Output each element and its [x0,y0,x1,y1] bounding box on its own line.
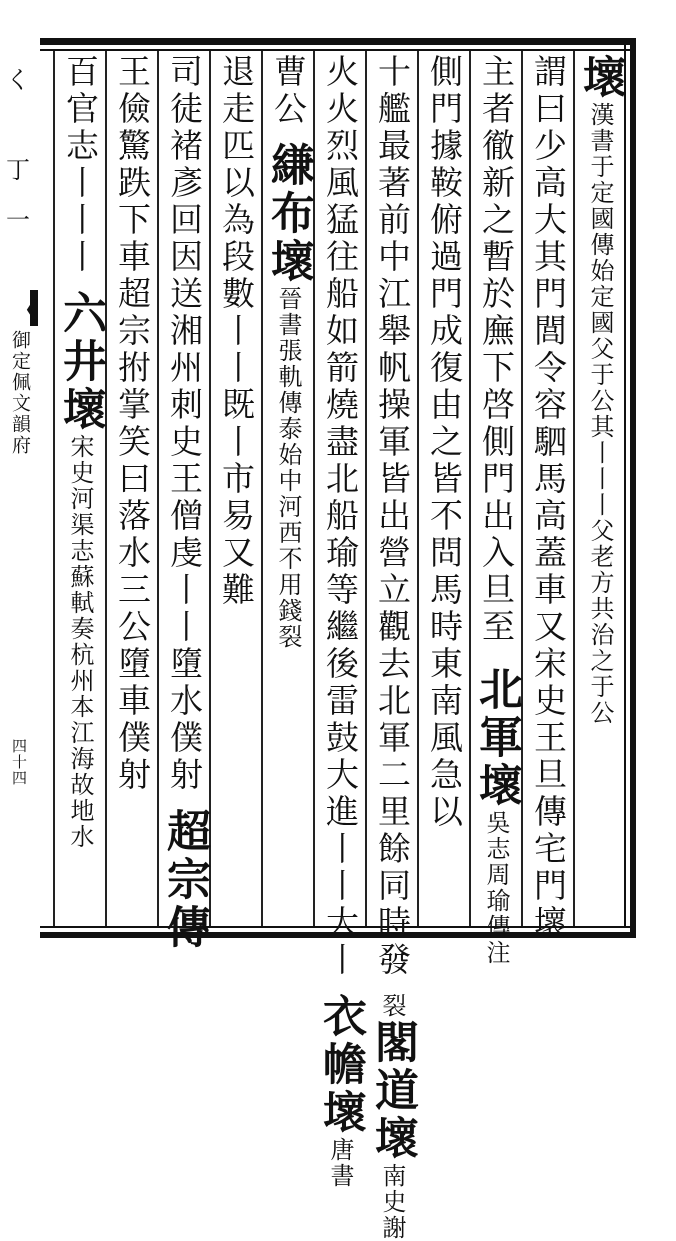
text-column-7 [264,54,312,924]
cut-glyph: 一 [6,206,30,234]
headword: 縑布壞 [263,142,314,286]
book-title: 御定佩文韻府 [9,330,31,456]
fishtail-chevron-icon: ❮ [24,296,41,320]
spine-cut-text [0,48,38,288]
column-separator [157,51,159,926]
text-run: 退走匹以為段數丨丨既丨市易又難 [217,54,256,609]
column-separator [53,51,55,926]
page-number: 四十四 [10,738,28,786]
text-column-5 [367,54,418,1241]
text-run: 百官志丨丨丨 [61,54,100,276]
headword: 六井壞 [55,290,106,434]
text-run: 謂曰少高大其門閭令容駟馬高蓋車又宋史王旦傳宅門壞 [529,54,568,942]
text-run: 十艦最著前中江舉帆操軍皆出營立觀去北軍二里餘同時發 [373,54,412,979]
headword: 衣幨壞 [315,993,366,1137]
text-column-6 [315,54,366,1189]
text-column-2 [524,54,572,942]
text-column-8 [212,54,260,924]
text-run: 司徒褚彥回因送湘州刺史王僧虔丨丨墮水僕射 [165,54,204,794]
cut-glyph: 丁 [6,156,30,184]
column-separator [209,51,211,926]
annotation: 晉書張軌傳泰始中河西不用錢裂 [274,286,302,650]
text-column-1 [576,54,624,924]
text-run: 火火烈風猛往船如箭燒盡北船瑜等繼後雷鼓大進丨丨大丨 [321,54,360,979]
text-run: 側門據鞍俯過門成復由之皆不問馬時東南風急以 [425,54,464,831]
annotation: 唐書 [326,1137,354,1189]
text-column-4 [420,54,468,924]
headword: 超宗傳 [159,808,210,952]
headword: 壞 [575,54,626,102]
column-separator [573,51,575,926]
text-column-11 [56,54,104,924]
text-column-9 [159,54,210,952]
annotation: 漢書于定國傳始定國父于公其丨丨丨父老方共治之于公 [586,102,614,726]
text-run: 曹公 [269,54,308,128]
headword: 閣道壞 [367,1019,418,1163]
text-run: 王儉驚跌下車超宗拊掌笑曰落水三公墮車僕射 [113,54,152,794]
cut-glyph: く [6,66,30,94]
annotation: 宋史河渠志蘇軾奏杭州本江海故地水 [66,434,94,850]
right-border-rule [630,38,636,938]
annotation: 裂 [378,993,406,1019]
text-run: 主者徹新之暫於廡下啓側門出入旦至 [477,54,516,646]
text-column-3 [471,54,522,966]
top-border-inner-rule [40,49,636,51]
annotation: 南史謝 [378,1163,406,1241]
annotation: 吳志周瑜傳注 [482,810,510,966]
column-separator [417,51,419,926]
headword: 北軍壞 [471,666,522,810]
column-separator [365,51,367,926]
column-separator [105,51,107,926]
right-border-inner-rule [624,45,626,928]
text-column-10 [108,54,156,924]
top-border-rule [40,38,636,45]
